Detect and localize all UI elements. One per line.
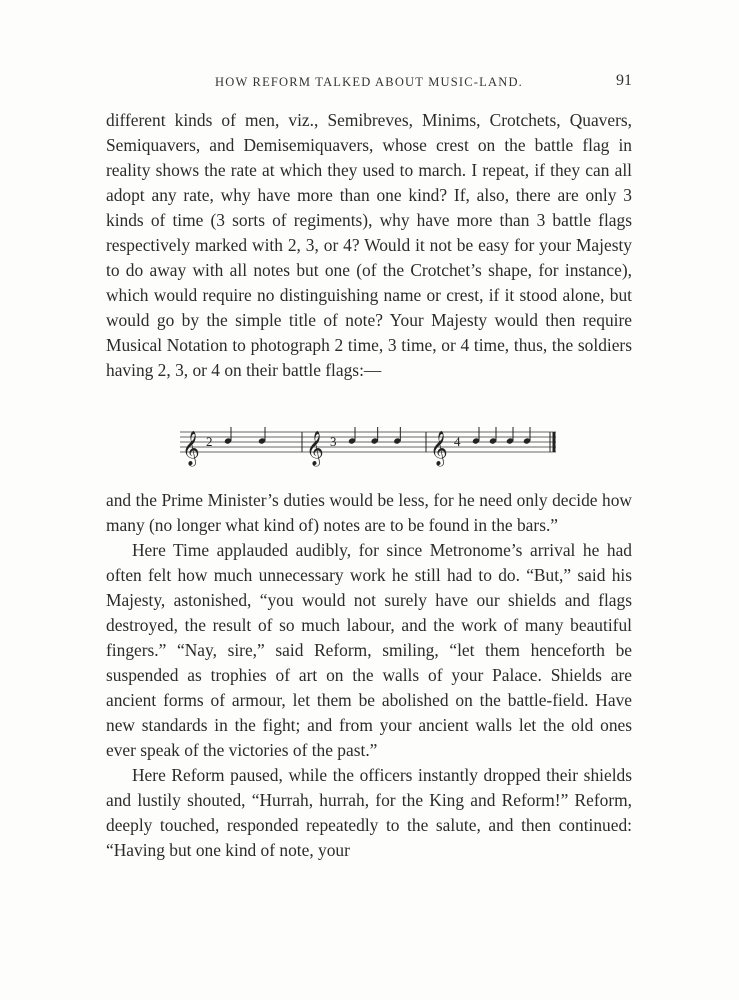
page-header [106, 72, 632, 98]
paragraph: and the Prime Minister’s duties would be less, for he need only decide how many (no longer what kind of) notes are to be found in the bars.” [106, 490, 632, 535]
paragraph: Here Time applauded audibly, for since Metronome’s arrival he had often felt how much unnecessary work he still had to do. “But,” said his Majesty, astonished, “you would not surely have our shields and flags destroyed, the result of so much labour, and the work of many beautiful fingers.” “Nay, sire,” said Reform, smiling, “let them henceforth be suspended as trophies of art on the walls of your Palace. Shields are ancient forms of armour, let them be abolished on the battle-field. Have new standards in the fight; and from your ancient walls let the old ones ever speak of the victories of the past.” [106, 540, 632, 760]
treble-clef-icon: 𝄞 [306, 431, 324, 466]
time-number: 2 [206, 434, 213, 449]
paragraph: Here Reform paused, while the officers instantly dropped their shields and lustily shouted, “Hurrah, hurrah, for the King and Reform!” Reform, deeply touched, responded repeatedly to the salute, and then continued: “Having but one kind of note, your [106, 765, 632, 860]
treble-clef-icon: 𝄞 [182, 431, 200, 466]
text-block-bottom [106, 488, 632, 863]
time-number: 3 [330, 434, 337, 449]
time-number: 4 [454, 434, 461, 449]
text-block-top [106, 108, 632, 383]
treble-clef-icon: 𝄞 [430, 431, 448, 466]
music-staff [180, 420, 560, 472]
page-number: 91 [616, 72, 632, 89]
running-head: HOW REFORM TALKED ABOUT MUSIC-LAND. [214, 75, 524, 89]
paragraph: different kinds of men, viz., Semibreves, Minims, Crotchets, Quavers, Semiquavers, and Demisemiquavers, whose crest on the battle flag in reality shows the rate at which they used to march. I repeat, if they can all adopt any rate, why have more than one kind? If, also, there are only 3 kinds of time (3 sorts of regiments), why have more than 3 battle flags respectively marked with 2, 3, or 4? Would it not be easy for your Majesty to do away with all notes but one (of the Crotchet’s shape, for instance), which would require no distinguishing name or crest, if it stood alone, but would go by the simple title of note? Your Majesty would then require Musical Notation to photograph 2 time, 3 time, or 4 time, thus, the soldiers having 2, 3, or 4 on their battle flags:— [106, 110, 632, 380]
music-example [180, 420, 560, 472]
